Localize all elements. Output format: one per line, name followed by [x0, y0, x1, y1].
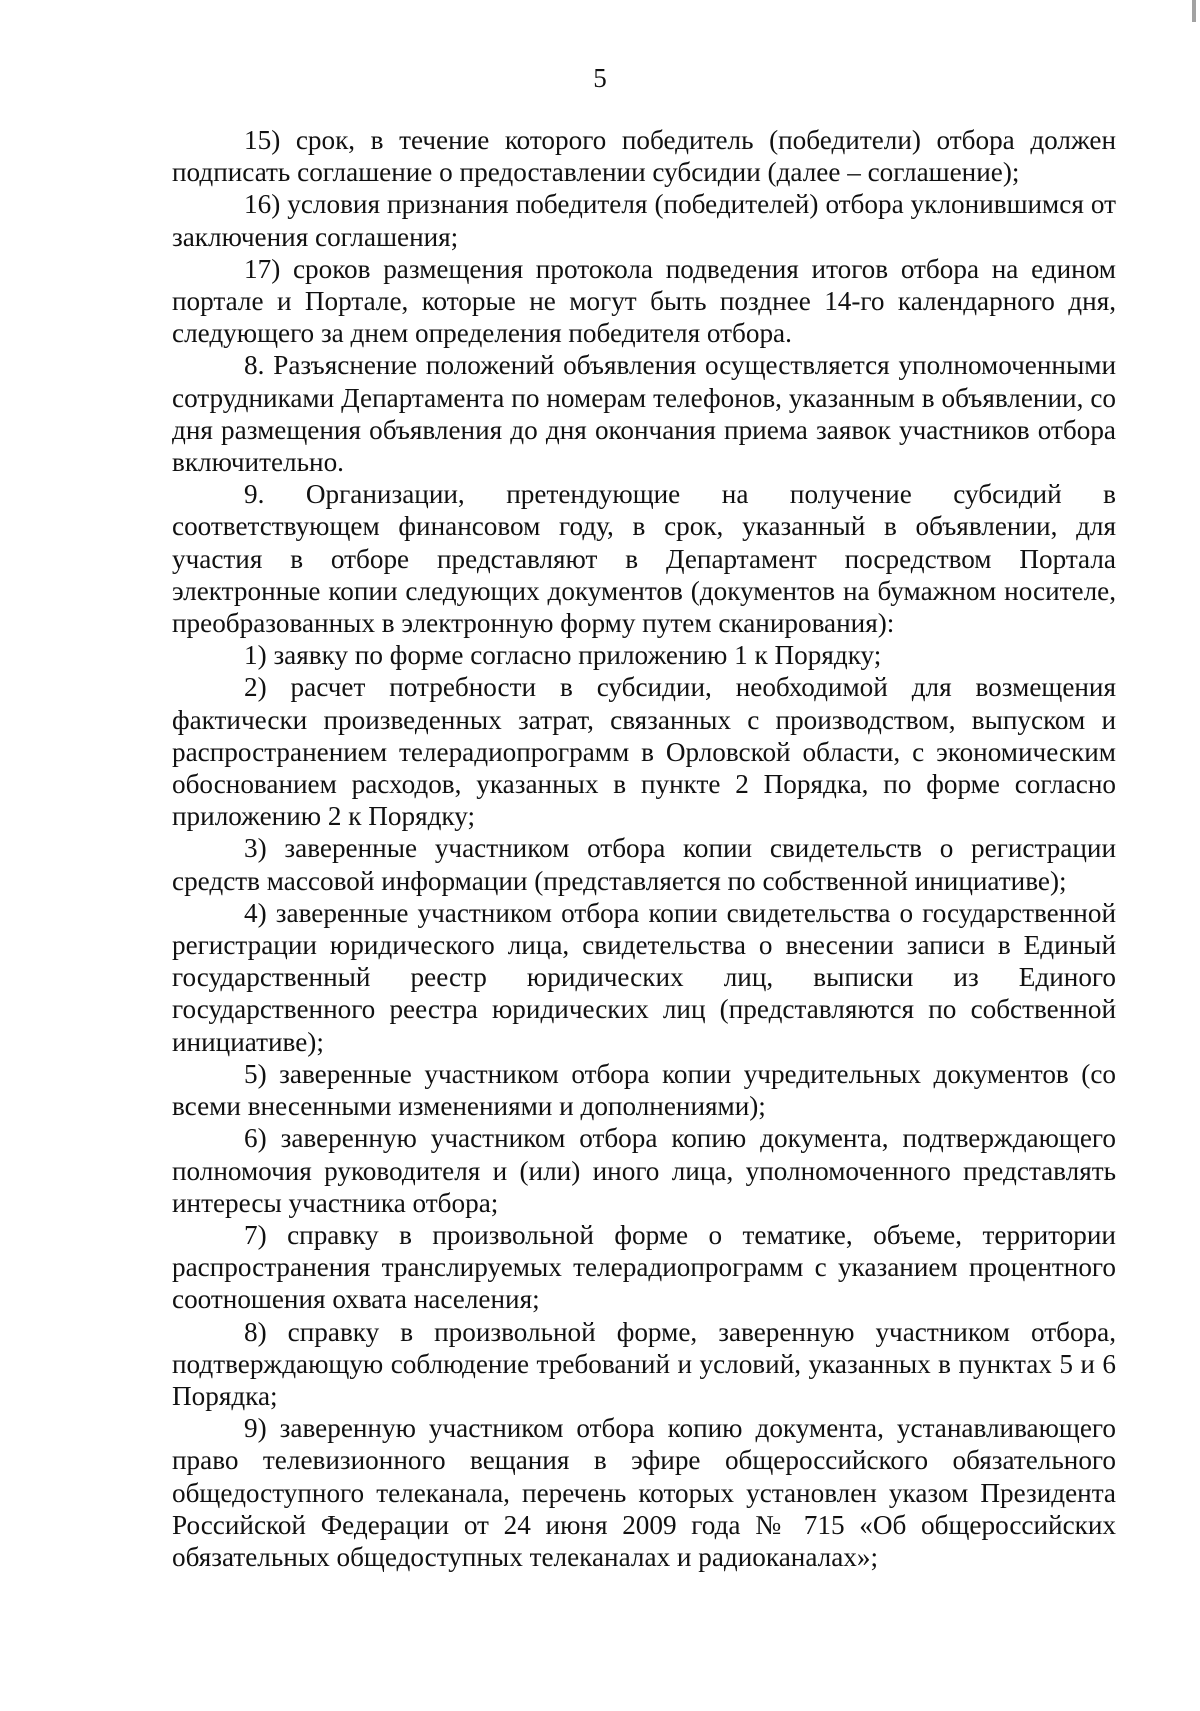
paragraph-doc-8: 8) справку в произвольной форме, заверенную участником отбора, подтверждающую соблюдение требований и условий, указанных в пунктах 5 и 6 Порядка; [172, 1316, 1116, 1411]
paragraph-doc-4: 4) заверенные участником отбора копии свидетельства о государственной регистрации юридического лица, свидетельства о внесении записи в Единый государственный реестр юридических лиц, выписки из Единого государственного реестра юридических лиц (представляются по собственной инициативе); [172, 897, 1116, 1057]
paragraph-doc-3: 3) заверенные участником отбора копии свидетельств о регистрации средств массовой информации (представляется по собственной инициативе); [172, 833, 1116, 896]
document-body [172, 124, 1116, 1573]
scan-edge-mark [1192, 0, 1196, 22]
paragraph-point-8: 8. Разъяснение положений объявления осуществляется уполномоченными сотрудниками Департамента по номерам телефонов, указанным в объявлении, со дня размещения объявления до дня окончания приема заявок участников отбора включительно. [172, 350, 1116, 478]
paragraph-doc-9: 9) заверенную участником отбора копию документа, устанавливающего право телевизионного вещания в эфире общероссийского обязательного общедоступного телеканала, перечень которых установлен указом Президента Российской Федерации от 24 июня 2009 года № 715 «Об общероссийских обязательных общедоступных телеканалах и радиоканалах»; [172, 1413, 1116, 1572]
paragraph-doc-5: 5) заверенные участником отбора копии учредительных документов (со всеми внесенными изменениями и дополнениями); [172, 1058, 1116, 1122]
paragraph-point-9: 9. Организации, претендующие на получение субсидий в соответствующем финансовом году, в срок, указанный в объявлении, для участия в отборе представляют в Департамент посредством Портала электронные копии следующих документов (документов на бумажном носителе, преобразованных в электронную форму путем сканирования): [172, 479, 1116, 639]
paragraph-item-15: 15) срок, в течение которого победитель (победители) отбора должен подписать соглашение о предоставлении субсидии (далее – соглашение); [172, 125, 1116, 188]
paragraph-item-16: 16) условия признания победителя (победителей) отбора уклонившимся от заключения соглашения; [172, 189, 1116, 252]
paragraph-doc-2: 2) расчет потребности в субсидии, необходимой для возмещения фактически произведенных затрат, связанных с производством, выпуском и распространением телерадиопрограмм в Орловской области, с экономическим обоснованием расходов, указанных в пункте 2 Порядка, по форме согласно приложению 2 к Порядку; [172, 672, 1116, 832]
paragraph-doc-7: 7) справку в произвольной форме о тематике, объеме, территории распространения транслируемых телерадиопрограмм с указанием процентного соотношения охвата населения; [172, 1219, 1116, 1315]
page-number: 5 [593, 63, 607, 93]
paragraph-item-17: 17) сроков размещения протокола подведения итогов отбора на едином портале и Портале, которые не могут быть позднее 14-го календарного дня, следующего за днем определения победителя отбора. [172, 253, 1116, 349]
paragraph-doc-6: 6) заверенную участником отбора копию документа, подтверждающего полномочия руководителя и (или) иного лица, уполномоченного представлять интересы участника отбора; [172, 1123, 1116, 1218]
paragraph-doc-1: 1) заявку по форме согласно приложению 1 к Порядку; [244, 640, 882, 671]
